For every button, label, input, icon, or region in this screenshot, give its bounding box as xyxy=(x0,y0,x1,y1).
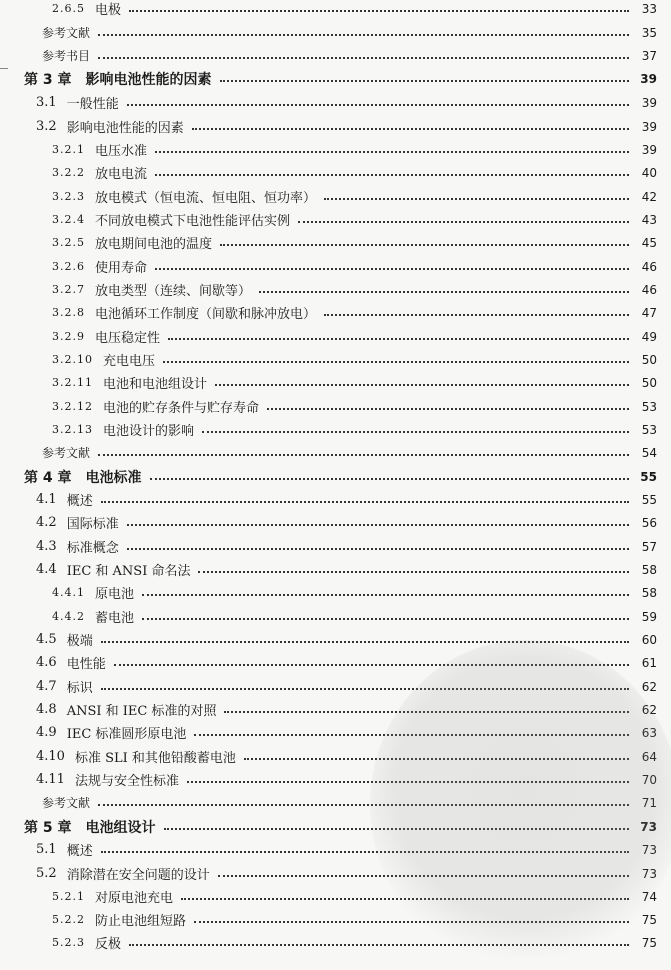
toc-entry-number: 4.4 xyxy=(36,562,57,577)
toc-entry[interactable] xyxy=(0,67,671,90)
toc-entry-title: 电池设计的影响 xyxy=(103,424,195,439)
toc-entry[interactable] xyxy=(0,0,671,20)
toc-entry-number: 3.2.13 xyxy=(52,423,93,436)
toc-entry-number: 4.1 xyxy=(36,492,57,507)
dot-leader xyxy=(129,10,629,12)
toc-entry-page: 62 xyxy=(641,679,657,694)
toc-entry[interactable] xyxy=(0,441,671,464)
toc-entry-number: 3.2.4 xyxy=(52,213,85,226)
toc-entry[interactable] xyxy=(0,791,671,814)
toc-entry-page: 54 xyxy=(641,445,657,460)
dot-leader xyxy=(181,898,629,900)
toc-entry-title: 法规与安全性标准 xyxy=(74,774,179,789)
toc-entry-page: 75 xyxy=(641,935,657,950)
dot-leader xyxy=(114,664,629,666)
toc-entry-page: 63 xyxy=(641,725,657,740)
toc-entry-page: 70 xyxy=(641,772,657,787)
toc-entry-number: 5.2.1 xyxy=(52,890,85,903)
toc-entry[interactable] xyxy=(0,721,671,744)
toc-entry-page: 39 xyxy=(641,95,657,110)
toc-entry[interactable] xyxy=(0,931,671,954)
toc-entry-title: 国际标准 xyxy=(66,517,119,532)
toc-entry-title: 电池标准 xyxy=(85,469,142,486)
dot-leader xyxy=(101,851,629,853)
dot-leader xyxy=(98,57,629,59)
toc-entry-number: 4.2 xyxy=(36,515,57,530)
toc-entry-page: 50 xyxy=(641,375,657,390)
dot-leader xyxy=(220,80,630,82)
toc-entry-title: 参考书目 xyxy=(42,49,91,63)
toc-entry[interactable] xyxy=(0,278,671,301)
toc-entry[interactable] xyxy=(0,44,671,67)
toc-entry[interactable] xyxy=(0,885,671,908)
toc-entry-title: 反极 xyxy=(95,937,122,952)
toc-entry[interactable] xyxy=(0,675,671,698)
toc-entry-page: 75 xyxy=(641,912,657,927)
toc-entry-number: 5.2 xyxy=(36,866,57,881)
dot-leader xyxy=(164,828,630,830)
toc-entry-page: 73 xyxy=(640,819,657,834)
toc-entry-title: 参考文献 xyxy=(42,446,91,460)
dot-leader xyxy=(98,804,629,806)
toc-entry-title: 影响电池性能的因素 xyxy=(66,121,184,136)
toc-entry-page: 56 xyxy=(641,515,657,530)
dot-leader xyxy=(218,875,629,877)
toc-entry-number: 4.3 xyxy=(36,539,57,554)
toc-entry-page: 39 xyxy=(641,142,657,157)
dot-leader xyxy=(244,758,629,760)
toc-entry-number: 5.2.2 xyxy=(52,913,85,926)
toc-entry-number: 3.2.7 xyxy=(52,283,85,296)
dot-leader xyxy=(198,571,629,573)
dot-leader xyxy=(101,501,629,503)
dot-leader xyxy=(194,921,629,923)
dot-leader xyxy=(187,781,629,783)
toc-entry-page: 73 xyxy=(641,866,657,881)
dot-leader xyxy=(101,688,629,690)
toc-entry-page: 61 xyxy=(641,655,657,670)
toc-entry[interactable] xyxy=(0,628,671,651)
dot-leader xyxy=(215,384,629,386)
toc-entry-title: 电极 xyxy=(95,3,122,18)
toc-entry-page: 50 xyxy=(641,352,657,367)
toc-entry-number: 3.2.8 xyxy=(52,306,85,319)
toc-entry[interactable] xyxy=(0,231,671,254)
toc-entry-title: 充电电压 xyxy=(103,354,156,369)
toc-entry-title: 电池和电池组设计 xyxy=(103,377,208,392)
toc-entry-title: 影响电池性能的因素 xyxy=(85,71,212,88)
dot-leader xyxy=(98,454,629,456)
toc-entry[interactable] xyxy=(0,138,671,161)
dot-leader xyxy=(202,431,629,433)
toc-entry[interactable] xyxy=(0,418,671,441)
toc-entry-number: 3.2.5 xyxy=(52,236,85,249)
toc-entry-title: 电池循环工作制度（间歇和脉冲放电） xyxy=(95,307,317,322)
toc-entry[interactable] xyxy=(0,511,671,534)
toc-entry-number: 3.2.12 xyxy=(52,400,93,413)
toc-entry-title: 防止电池组短路 xyxy=(95,914,187,929)
toc-entry[interactable] xyxy=(0,91,671,114)
dot-leader xyxy=(142,618,629,620)
toc-entry-page: 39 xyxy=(640,71,657,86)
dot-leader xyxy=(155,174,629,176)
toc-entry-title: 原电池 xyxy=(95,587,135,602)
dot-leader xyxy=(127,104,629,106)
toc-entry[interactable] xyxy=(0,745,671,768)
toc-entry-title: 极端 xyxy=(66,634,93,649)
toc-entry-number: 3.2.3 xyxy=(52,190,85,203)
dot-leader xyxy=(163,361,629,363)
toc-entry[interactable] xyxy=(0,301,671,324)
toc-entry-page: 45 xyxy=(641,235,657,250)
toc-entry-number: 4.7 xyxy=(36,679,57,694)
header-rule xyxy=(0,68,8,69)
toc-entry-title: IEC 和 ANSI 命名法 xyxy=(66,564,191,579)
toc-entry-number: 第 3 章 xyxy=(24,71,72,88)
toc-entry[interactable] xyxy=(0,605,671,628)
toc-entry-page: 46 xyxy=(641,282,657,297)
toc-entry[interactable] xyxy=(0,115,671,138)
toc-entry-title: 消除潜在安全问题的设计 xyxy=(66,868,210,883)
toc-entry-title: 使用寿命 xyxy=(95,261,148,276)
toc-entry-number: 4.6 xyxy=(36,655,57,670)
toc-entry[interactable] xyxy=(0,395,671,418)
toc-entry-number: 4.4.2 xyxy=(52,610,85,623)
toc-entry-page: 47 xyxy=(641,305,657,320)
dot-leader xyxy=(194,734,629,736)
toc-entry-title: 对原电池充电 xyxy=(95,891,174,906)
dot-leader xyxy=(267,408,629,410)
toc-entry-title: 参考文献 xyxy=(42,26,91,40)
dot-leader xyxy=(129,944,629,946)
dot-leader xyxy=(224,711,629,713)
toc-entry[interactable] xyxy=(0,348,671,371)
toc-entry-title: ANSI 和 IEC 标准的对照 xyxy=(66,704,217,719)
toc-entry-page: 73 xyxy=(641,842,657,857)
dot-leader xyxy=(168,338,629,340)
toc-entry-number: 4.9 xyxy=(36,725,57,740)
toc-entry-title: 标识 xyxy=(66,681,93,696)
dot-leader xyxy=(155,151,629,153)
toc-entry-title: 放电类型（连续、间歇等） xyxy=(95,284,252,299)
toc-entry-page: 55 xyxy=(640,469,657,484)
toc-entry[interactable] xyxy=(0,581,671,604)
toc-entry[interactable] xyxy=(0,908,671,931)
dot-leader xyxy=(192,128,629,130)
toc-entry-page: 62 xyxy=(641,702,657,717)
toc-entry[interactable] xyxy=(0,161,671,184)
toc-entry[interactable] xyxy=(0,698,671,721)
toc-entry-title: 放电模式（恒电流、恒电阻、恒功率） xyxy=(95,191,317,206)
toc-entry-page: 58 xyxy=(641,585,657,600)
toc-entry-page: 37 xyxy=(641,48,657,63)
toc-entry[interactable] xyxy=(0,838,671,861)
toc-entry-page: 49 xyxy=(641,329,657,344)
toc-entry[interactable] xyxy=(0,558,671,581)
toc-entry[interactable] xyxy=(0,325,671,348)
toc-entry-number: 3.2.1 xyxy=(52,143,85,156)
toc-entry-page: 60 xyxy=(641,632,657,647)
toc-entry-page: 46 xyxy=(641,259,657,274)
dot-leader xyxy=(298,221,629,223)
toc-entry-number: 3.2.10 xyxy=(52,353,93,366)
dot-leader xyxy=(220,244,629,246)
toc-entry-title: 放电电流 xyxy=(95,167,148,182)
toc-entry-number: 第 5 章 xyxy=(24,819,72,836)
toc-entry[interactable] xyxy=(0,651,671,674)
toc-entry-page: 57 xyxy=(641,539,657,554)
toc-entry-number: 4.5 xyxy=(36,632,57,647)
toc-entry-title: 参考文献 xyxy=(42,796,91,810)
toc-entry-number: 4.11 xyxy=(36,772,65,787)
dot-leader xyxy=(324,198,629,200)
toc-entry-title: 不同放电模式下电池性能评估实例 xyxy=(95,214,291,229)
toc-entry-title: 电压稳定性 xyxy=(95,331,161,346)
toc-entry-page: 59 xyxy=(641,609,657,624)
toc-entry-number: 3.2.2 xyxy=(52,166,85,179)
toc-entry-number: 3.1 xyxy=(36,95,57,110)
toc-entry-title: 电池组设计 xyxy=(85,819,156,836)
toc-entry[interactable] xyxy=(0,21,671,44)
toc-entry-number: 3.2.11 xyxy=(52,376,93,389)
toc-entry-title: 标准 SLI 和其他铅酸蓄电池 xyxy=(74,751,236,766)
toc-entry-title: 标准概念 xyxy=(66,541,119,556)
toc-entry-number: 3.2.9 xyxy=(52,330,85,343)
dot-leader xyxy=(127,548,629,550)
toc-entry[interactable] xyxy=(0,535,671,558)
dot-leader xyxy=(101,641,629,643)
toc-entry-number: 2.6.5 xyxy=(52,2,85,15)
toc-entry-page: 74 xyxy=(641,889,657,904)
toc-entry-page: 40 xyxy=(641,165,657,180)
toc-entry-number: 3.2 xyxy=(36,119,57,134)
toc-entry[interactable] xyxy=(0,768,671,791)
toc-entry-page: 39 xyxy=(641,119,657,134)
dot-leader xyxy=(324,314,629,316)
toc-entry-number: 4.4.1 xyxy=(52,586,85,599)
dot-leader xyxy=(150,478,630,480)
toc-entry-page: 33 xyxy=(641,1,657,16)
toc-entry-page: 43 xyxy=(641,212,657,227)
toc-entry-title: 放电期间电池的温度 xyxy=(95,237,213,252)
toc-entry-page: 55 xyxy=(641,492,657,507)
toc-entry-page: 53 xyxy=(641,399,657,414)
toc-entry-title: 蓄电池 xyxy=(95,611,135,626)
toc-entry[interactable] xyxy=(0,815,671,838)
toc-entry-number: 4.10 xyxy=(36,749,65,764)
toc-entry[interactable] xyxy=(0,488,671,511)
toc-entry-number: 5.1 xyxy=(36,842,57,857)
toc-entry-title: 电池的贮存条件与贮存寿命 xyxy=(103,401,260,416)
toc-entry-page: 35 xyxy=(641,25,657,40)
dot-leader xyxy=(155,268,629,270)
toc-entry-number: 第 4 章 xyxy=(24,469,72,486)
toc-entry-title: 电压水准 xyxy=(95,144,148,159)
toc-entry-number: 3.2.6 xyxy=(52,260,85,273)
dot-leader xyxy=(127,524,629,526)
toc-entry[interactable] xyxy=(0,862,671,885)
toc-entry-title: 电性能 xyxy=(66,657,106,672)
toc-entry-number: 5.2.3 xyxy=(52,936,85,949)
toc-entry-number: 4.8 xyxy=(36,702,57,717)
toc-entry-title: IEC 标准圆形原电池 xyxy=(66,727,187,742)
dot-leader xyxy=(142,594,629,596)
toc-entry[interactable] xyxy=(0,208,671,231)
toc-entry[interactable] xyxy=(0,255,671,278)
toc-entry-page: 42 xyxy=(641,189,657,204)
toc-entry-title: 概述 xyxy=(66,494,93,509)
toc-entry-page: 71 xyxy=(641,795,657,810)
toc-entry[interactable] xyxy=(0,465,671,488)
dot-leader xyxy=(259,291,629,293)
toc-entry-title: 一般性能 xyxy=(66,97,119,112)
toc-entry-page: 58 xyxy=(641,562,657,577)
toc-entry-page: 53 xyxy=(641,422,657,437)
toc-entry-title: 概述 xyxy=(66,844,93,859)
dot-leader xyxy=(98,34,629,36)
toc-entry-page: 64 xyxy=(641,749,657,764)
toc-entry[interactable] xyxy=(0,371,671,394)
toc-entry[interactable] xyxy=(0,185,671,208)
